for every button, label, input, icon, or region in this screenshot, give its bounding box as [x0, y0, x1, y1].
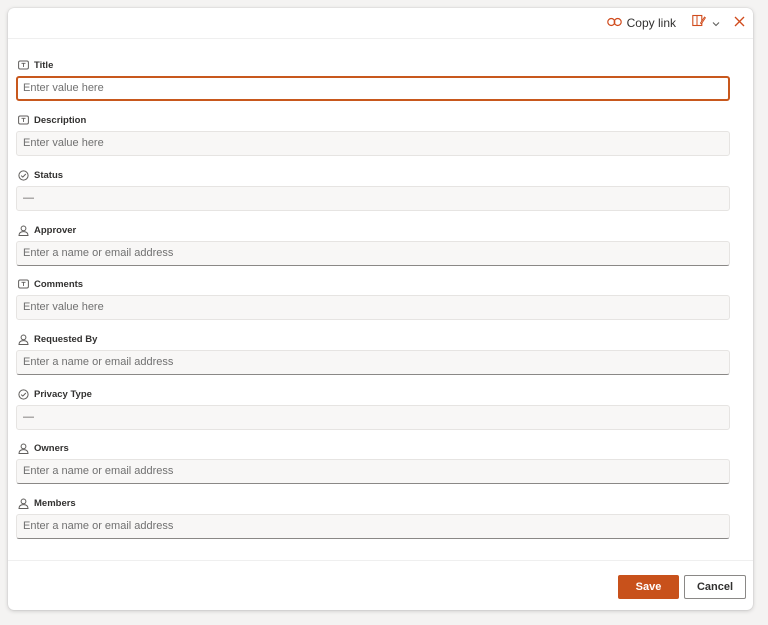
panel-footer	[8, 560, 753, 610]
text-field-icon	[18, 115, 29, 125]
copy-link-button[interactable]	[607, 14, 676, 32]
field-label-text: Title	[34, 59, 54, 71]
field-label	[18, 387, 92, 401]
approver-people-picker[interactable]: Enter a name or email address	[16, 241, 730, 266]
save-button[interactable]: Save	[618, 575, 679, 599]
field-label-text: Members	[34, 497, 76, 509]
field-label	[18, 58, 53, 72]
form-view-menu-button[interactable]	[692, 14, 720, 32]
field-label-text: Comments	[34, 278, 84, 290]
field-label-text: Approver	[34, 224, 77, 236]
panel-header	[8, 8, 753, 39]
field-label-text: Privacy Type	[34, 388, 92, 400]
text-field-icon	[18, 279, 29, 289]
field-label-text: Description	[34, 114, 87, 126]
edit-columns-icon	[692, 14, 706, 32]
item-form	[16, 39, 740, 551]
field-label	[18, 277, 83, 291]
person-icon	[18, 334, 29, 345]
status-dropdown[interactable]: —	[16, 186, 730, 211]
comments-input[interactable]: Enter value here	[16, 295, 730, 320]
person-icon	[18, 498, 29, 509]
requested-by-people-picker[interactable]: Enter a name or email address	[16, 350, 730, 375]
field-label	[18, 332, 97, 346]
field-label	[18, 441, 69, 455]
choice-circle-check-icon	[18, 389, 29, 400]
members-people-picker[interactable]: Enter a name or email address	[16, 514, 730, 539]
choice-circle-check-icon	[18, 170, 29, 181]
person-icon	[18, 225, 29, 236]
field-label	[18, 496, 76, 510]
link-icon	[607, 14, 622, 32]
field-label	[18, 223, 76, 237]
person-icon	[18, 443, 29, 454]
field-label	[18, 113, 86, 127]
field-label-text: Requested By	[34, 333, 98, 345]
field-label-text: Owners	[34, 442, 69, 454]
copy-link-label: Copy link	[626, 16, 676, 30]
privacy-type-dropdown[interactable]: —	[16, 405, 730, 430]
chevron-down-icon	[712, 14, 720, 32]
close-button[interactable]	[734, 14, 745, 32]
edit-item-panel	[8, 8, 753, 610]
field-label	[18, 168, 63, 182]
field-label-text: Status	[34, 169, 64, 181]
description-input[interactable]: Enter value here	[16, 131, 730, 156]
title-input[interactable]: Enter value here	[16, 76, 730, 101]
text-field-icon	[18, 60, 29, 70]
cancel-button[interactable]: Cancel	[684, 575, 746, 599]
close-icon	[734, 14, 745, 32]
owners-people-picker[interactable]: Enter a name or email address	[16, 459, 730, 484]
header-actions	[607, 14, 745, 32]
